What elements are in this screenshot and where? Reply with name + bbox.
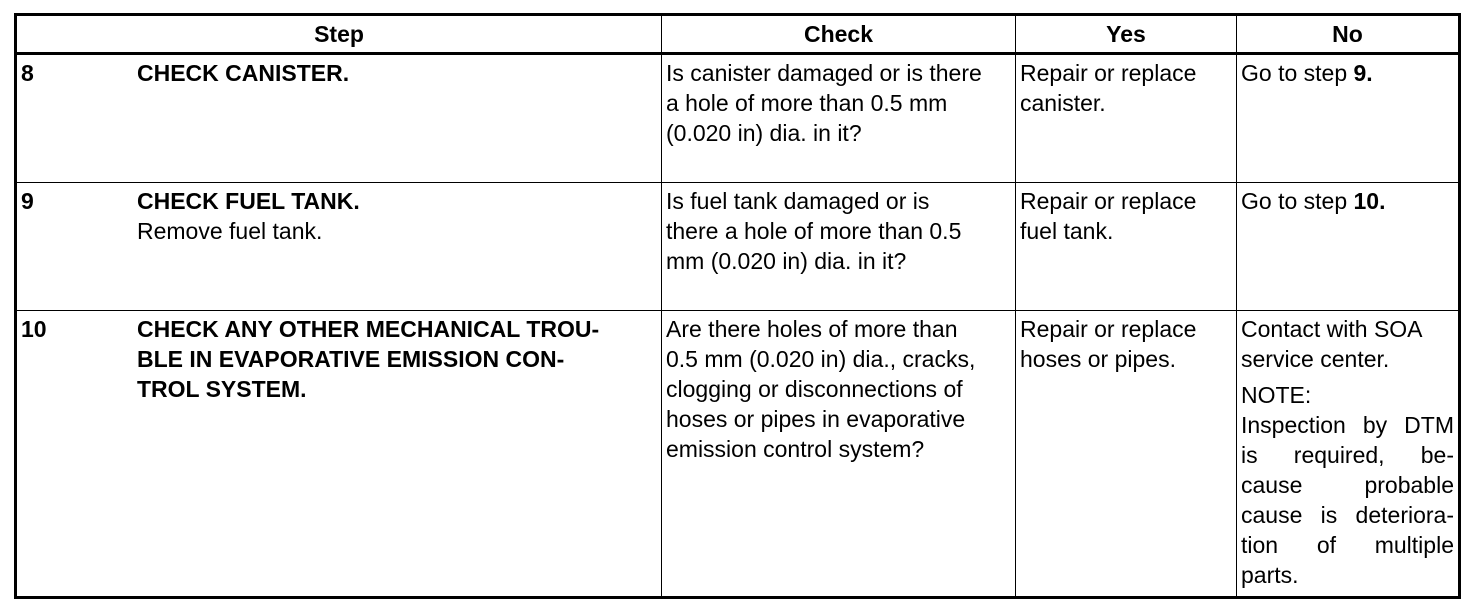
table-header-row [16,15,1460,54]
note-line: cause probable [1241,472,1454,498]
table-row-step-9 [16,183,1460,311]
header-yes: Yes [1016,15,1237,54]
no-step-ref: 10. [1353,188,1386,214]
step-title-line: TROL SYSTEM. [137,376,307,402]
yes-text-line: fuel tank. [1020,218,1114,244]
check-cell [662,54,1016,183]
check-text-line: hoses or pipes in evaporative [666,406,966,432]
yes-cell [1016,183,1237,311]
step-number: 10 [21,316,47,342]
check-text-line: mm (0.020 in) dia. in it? [666,248,907,274]
step-cell [16,183,662,311]
check-text-line: 0.5 mm (0.020 in) dia., cracks, [666,346,976,372]
header-no: No [1237,15,1460,54]
diagnostic-table-container [14,13,1461,599]
yes-text-line: Repair or replace [1020,60,1197,86]
step-detail: Remove fuel tank. [137,218,323,244]
yes-text-line: hoses or pipes. [1020,346,1176,372]
check-text-line: Are there holes of more than [666,316,958,342]
check-text-line: Is canister damaged or is there [666,60,982,86]
no-text: Go to step [1241,188,1354,214]
no-cell [1237,54,1460,183]
step-title: CHECK FUEL TANK. [137,188,360,214]
header-check: Check [662,15,1016,54]
step-cell [16,54,662,183]
table-row-step-10 [16,311,1460,598]
table-row-step-8 [16,54,1460,183]
no-text-line: service center. [1241,346,1390,372]
no-cell [1237,311,1460,598]
check-text-line: (0.020 in) dia. in it? [666,120,862,146]
step-number: 8 [21,60,34,86]
note-line: cause is deteriora- [1241,502,1454,528]
no-step-ref: 9. [1353,60,1373,86]
step-number: 9 [21,188,34,214]
check-text-line: there a hole of more than 0.5 [666,218,962,244]
no-text-line: Contact with SOA [1241,316,1423,342]
no-cell [1237,183,1460,311]
note-line: is required, be- [1241,442,1454,468]
yes-text-line: canister. [1020,90,1106,116]
note-body [1241,410,1454,590]
note-line: parts. [1241,562,1299,588]
yes-text-line: Repair or replace [1020,188,1197,214]
step-cell [16,311,662,598]
check-cell [662,183,1016,311]
step-title-line: BLE IN EVAPORATIVE EMISSION CON- [137,346,565,372]
yes-cell [1016,54,1237,183]
note-label: NOTE: [1241,382,1312,408]
check-text-line: Is fuel tank damaged or is [666,188,930,214]
header-step: Step [16,15,662,54]
check-text-line: clogging or disconnections of [666,376,963,402]
check-cell [662,311,1016,598]
check-text-line: emission control system? [666,436,925,462]
note-line: Inspection by DTM [1241,412,1454,438]
check-text-line: a hole of more than 0.5 mm [666,90,948,116]
note-line: tion of multiple [1241,532,1454,558]
step-title-line: CHECK ANY OTHER MECHANICAL TROU- [137,316,600,342]
step-title: CHECK CANISTER. [137,60,350,86]
no-text: Go to step [1241,60,1354,86]
diagnostic-table [14,13,1461,599]
yes-text-line: Repair or replace [1020,316,1197,342]
yes-cell [1016,311,1237,598]
